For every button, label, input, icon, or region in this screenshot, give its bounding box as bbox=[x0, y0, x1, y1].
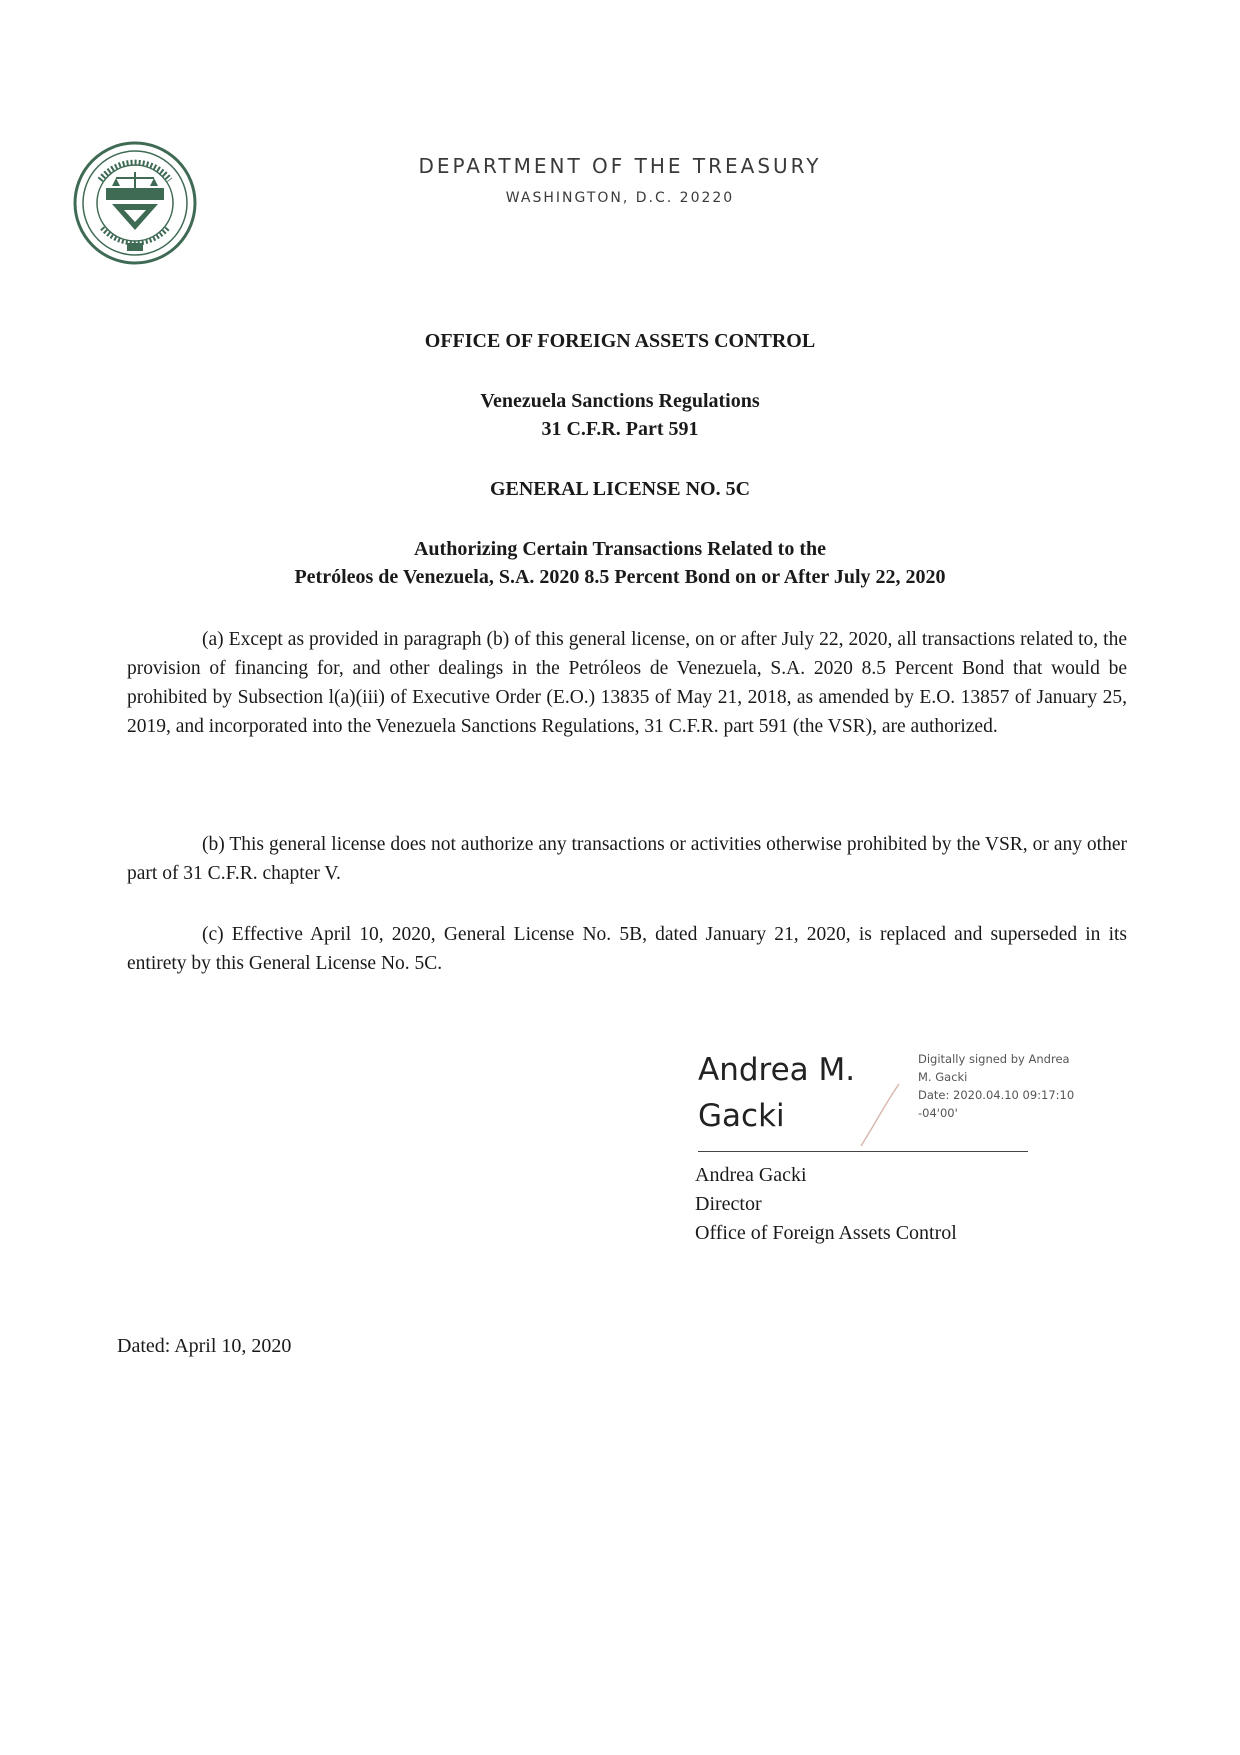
regulations-heading: Venezuela Sanctions Regulations bbox=[480, 390, 760, 412]
signer-office: Office of Foreign Assets Control bbox=[695, 1222, 957, 1244]
signer-name: Andrea Gacki bbox=[695, 1164, 807, 1186]
cfr-heading: 31 C.F.R. Part 591 bbox=[541, 418, 699, 440]
digital-signature-name bbox=[698, 1047, 855, 1139]
paragraph-a: (a) Except as provided in paragraph (b) of this general license, on or after July 22, 2020, all transactions related to, the provision of financing for, and other dealings in the Petróleos de Venezuela, S.A. 2020 8.5 Percent Bond that would be prohibited by Subsection l(a)(iii) of Executive Order (E.O.) 13835 of May 21, 2018, as amended by E.O. 13857 of January 25, 2019, and incorporated into the Venezuela Sanctions Regulations, 31 C.F.R. part 591 (the VSR), are authorized. bbox=[127, 629, 1127, 737]
signature-stroke-icon bbox=[855, 1080, 905, 1155]
digital-date-line2: -04'00' bbox=[918, 1106, 958, 1120]
office-heading: OFFICE OF FOREIGN ASSETS CONTROL bbox=[424, 330, 816, 352]
department-address: WASHINGTON, D.C. 20220 bbox=[505, 190, 735, 206]
paragraph-c: (c) Effective April 10, 2020, General License No. 5B, dated January 21, 2020, is replaced and superseded in its entirety by this General License No. 5C. bbox=[127, 924, 1127, 974]
digital-signature-details bbox=[918, 1050, 1128, 1122]
department-name: DEPARTMENT OF THE TREASURY bbox=[418, 154, 822, 178]
dated-line: Dated: April 10, 2020 bbox=[117, 1335, 292, 1357]
letterhead bbox=[340, 154, 900, 206]
license-title-line1: Authorizing Certain Transactions Related to the bbox=[413, 538, 826, 560]
signer-title: Director bbox=[695, 1193, 762, 1215]
signature-name-line2: Gacki bbox=[698, 1098, 785, 1134]
paragraph-b: (b) This general license does not authorize any transactions or activities otherwise prohibited by the VSR, or any other part of 31 C.F.R. chapter V. bbox=[127, 834, 1127, 884]
signer-block bbox=[695, 1161, 957, 1248]
treasury-seal-icon bbox=[72, 140, 198, 266]
license-number-heading: GENERAL LICENSE NO. 5C bbox=[489, 478, 751, 500]
signature-name-line1: Andrea M. bbox=[698, 1052, 856, 1088]
digital-date-line1: Date: 2020.04.10 09:17:10 bbox=[918, 1088, 1075, 1102]
license-title-line2: Petróleos de Venezuela, S.A. 2020 8.5 Percent Bond on or After July 22, 2020 bbox=[294, 566, 946, 588]
digital-signed-by-line1: Digitally signed by Andrea bbox=[918, 1052, 1070, 1066]
signature-line bbox=[698, 1151, 1028, 1152]
digital-signed-by-line2: M. Gacki bbox=[918, 1070, 968, 1084]
